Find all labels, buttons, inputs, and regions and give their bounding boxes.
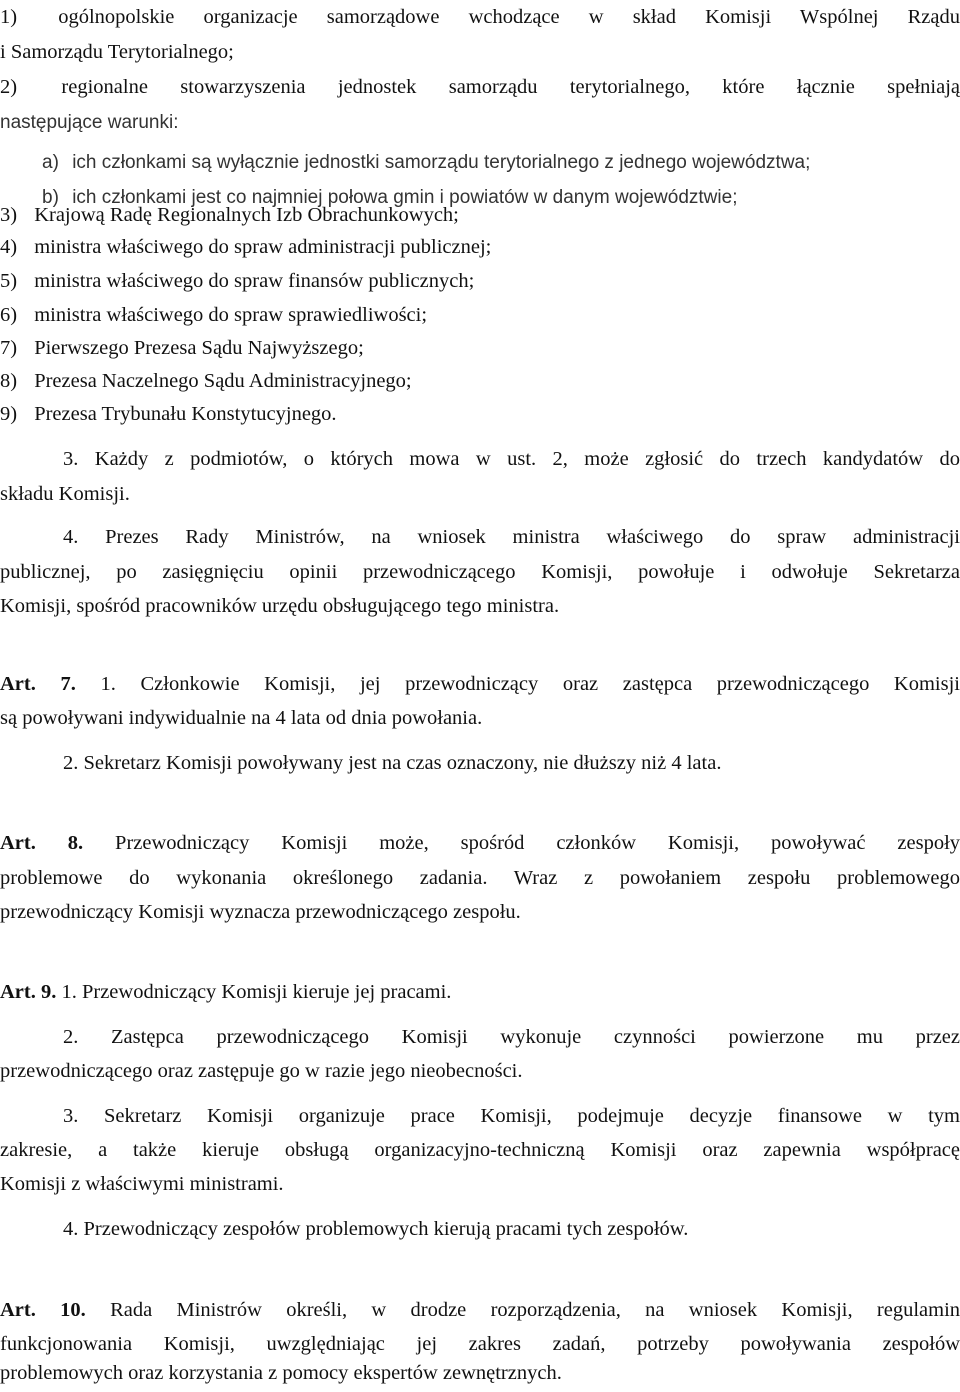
article-9-paragraph-3-line-3 [0,1167,960,1202]
list-item-text: Krajową Radę Regionalnych Izb Obrachunkowych; [34,204,459,226]
list-item-5 [0,264,960,299]
paragraph-text: składu Komisji. [0,483,130,505]
list-item-text: ogólnopolskie organizacje samorządowe wchodzące w skład Komisji Wspólnej Rządu [58,6,960,28]
list-item-number: 8) [0,370,18,392]
article-8-line-3 [0,895,960,930]
article-9-paragraph-2-line-2 [0,1054,960,1089]
article-8-line-2 [0,861,960,896]
paragraph-4-line-1 [63,520,960,555]
article-text: problemowych oraz korzystania z pomocy ekspertów zewnętrznych. [0,1362,562,1384]
article-text: Komisji z właściwymi ministrami. [0,1173,284,1195]
list-subitem-letter: b) [42,187,59,208]
paragraph-3-line-1 [63,442,960,477]
article-text: są powoływani indywidualnie na 4 lata od dnia powołania. [0,707,483,729]
list-subitem-text: ich członkami jest co najmniej połowa gmin i powiatów w danym województwie; [72,187,738,208]
list-item-7 [0,331,960,366]
list-subitem-a [42,145,960,180]
list-item-3 [0,198,960,233]
article-9-paragraph-3-line-2 [0,1133,960,1168]
list-item-text: ministra właściwego do spraw administracji publicznej; [34,236,492,258]
list-subitem-letter: a) [42,152,59,173]
list-item-text: Prezesa Trybunału Konstytucyjnego. [34,403,337,425]
list-item-2-line-2 [0,105,960,140]
article-text: 1. Członkowie Komisji, jej przewodniczący oraz zastępca przewodniczącego Komisji [100,673,960,695]
article-text: 1. Przewodniczący Komisji kieruje jej pracami. [61,981,452,1003]
list-item-8 [0,364,960,399]
list-item-text: Pierwszego Prezesa Sądu Najwyższego; [34,337,364,359]
paragraph-text: 4. Prezes Rady Ministrów, na wniosek ministra właściwego do spraw administracji [63,526,960,548]
article-heading: Art. 7. [0,673,76,695]
article-text: 4. Przewodniczący zespołów problemowych kierują pracami tych zespołów. [63,1218,689,1240]
article-text: przewodniczący Komisji wyznacza przewodniczącego zespołu. [0,901,521,923]
article-text: Przewodniczący Komisji może, spośród członków Komisji, powoływać zespoły [115,832,960,854]
list-item-number: 1) [0,6,18,28]
list-item-text: ministra właściwego do spraw finansów publicznych; [34,270,475,292]
list-item-9 [0,397,960,432]
list-item-number: 3) [0,204,18,226]
list-item-number: 2) [0,76,18,98]
article-9-paragraph-4 [63,1212,960,1247]
paragraph-4-line-2 [0,555,960,590]
article-10-line-1 [0,1293,960,1328]
article-text: 2. Sekretarz Komisji powoływany jest na czas oznaczony, nie dłuższy niż 4 lata. [63,752,722,774]
article-9-paragraph-3-line-1 [63,1099,960,1134]
list-item-number: 9) [0,403,18,425]
list-item-number: 4) [0,236,18,258]
list-item-4 [0,230,960,265]
list-item-number: 6) [0,304,18,326]
article-9-line-1 [0,975,960,1010]
list-item-number: 5) [0,270,18,292]
list-item-text: Prezesa Naczelnego Sądu Administracyjnego; [34,370,412,392]
article-text: przewodniczącego oraz zastępuje go w razie jego nieobecności. [0,1060,523,1082]
list-item-2-line-1 [0,70,960,105]
article-text: funkcjonowania Komisji, uwzględniając jej zakres zadań, potrzeby powoływania zespołów [0,1333,960,1355]
paragraph-3-line-2 [0,477,960,512]
article-7-line-1 [0,667,960,702]
article-7-line-2 [0,701,960,736]
paragraph-text: publicznej, po zasięgnięciu opinii przewodniczącego Komisji, powołuje i odwołuje Sekretarza [0,561,960,583]
article-heading: Art. 8. [0,832,84,854]
paragraph-text: 3. Każdy z podmiotów, o których mowa w ust. 2, może zgłosić do trzech kandydatów do [63,448,960,470]
article-heading: Art. 10. [0,1299,86,1321]
article-8-line-1 [0,826,960,861]
list-subitem-text: ich członkami są wyłącznie jednostki samorządu terytorialnego z jednego województwa; [72,152,811,173]
article-text: zakresie, a także kieruje obsługą organizacyjno-techniczną Komisji oraz zapewnia współpracę [0,1139,960,1161]
article-text: Rada Ministrów określi, w drodze rozporządzenia, na wniosek Komisji, regulamin [110,1299,960,1321]
list-item-1-line-1 [0,0,960,35]
article-9-paragraph-2-line-1 [63,1020,960,1055]
article-heading: Art. 9. [0,981,57,1003]
list-item-text: ministra właściwego do spraw sprawiedliwości; [34,304,428,326]
article-7-paragraph-2 [63,746,960,781]
list-item-number: 7) [0,337,18,359]
list-item-6 [0,298,960,333]
list-item-text: regionalne stowarzyszenia jednostek samorządu terytorialnego, które łącznie spełniają [61,76,960,98]
list-item-text: następujące warunki: [0,112,179,133]
paragraph-4-line-3 [0,589,960,624]
article-text: problemowe do wykonania określonego zadania. Wraz z powołaniem zespołu problemowego [0,867,960,889]
article-10-line-3 [0,1356,960,1391]
list-item-1-line-2 [0,35,960,70]
article-text: 3. Sekretarz Komisji organizuje prace Komisji, podejmuje decyzje finansowe w tym [63,1105,960,1127]
article-text: 2. Zastępca przewodniczącego Komisji wykonuje czynności powierzone mu przez [63,1026,960,1048]
paragraph-text: Komisji, spośród pracowników urzędu obsługującego tego ministra. [0,595,560,617]
list-item-text: i Samorządu Terytorialnego; [0,41,234,63]
